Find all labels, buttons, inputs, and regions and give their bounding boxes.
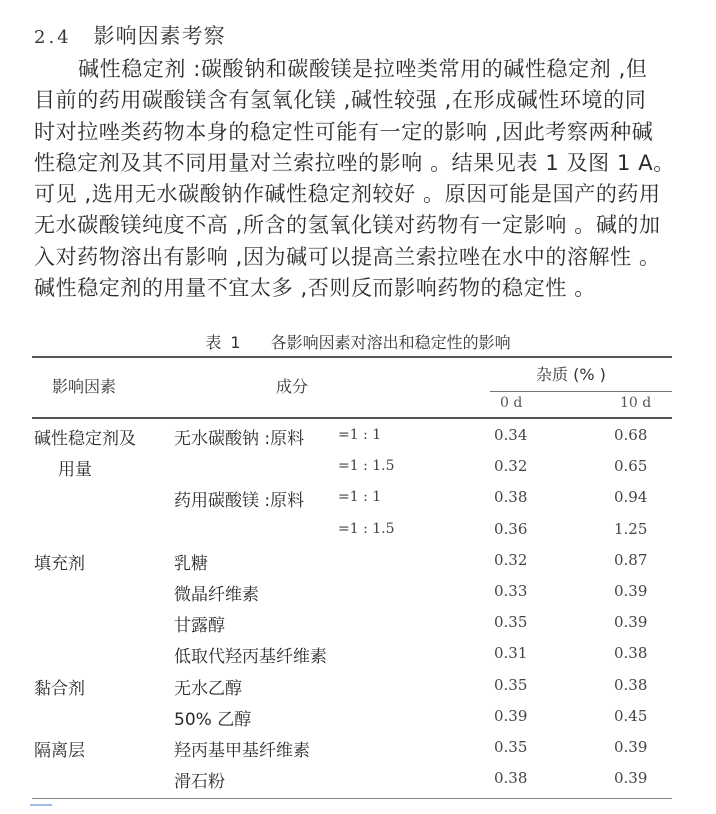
cell-impurity-0d: 0.31 [494,644,528,663]
cell-impurity-10d: 0.39 [614,738,648,756]
cell-component: 无水碳酸钠 :原料 [174,429,305,449]
table-row [0,576,716,607]
table-header-factor: 影响因素 [52,377,117,396]
body-paragraph [34,54,684,304]
section-heading [34,20,226,50]
table-row [0,732,716,763]
cell-impurity-0d: 0.32 [494,457,528,476]
cell-component: 药用碳酸镁 :原料 [174,491,305,512]
cell-impurity-10d: 0.87 [614,550,648,569]
cell-factor: 填充剂 [34,553,85,574]
cell-impurity-0d: 0.35 [494,738,528,756]
table-row [0,763,716,794]
cell-impurity-10d: 0.38 [614,644,648,663]
cell-impurity-10d: 0.65 [614,457,648,476]
paragraph-line: 目前的药用碳酸镁含有氢氧化镁 ,碱性较强 ,在形成碱性环境的同 [34,88,647,113]
cell-impurity-10d: 0.39 [614,582,648,600]
cell-impurity-0d: 0.34 [494,426,528,444]
table-header-impurity: 杂质 (% ) [536,365,606,384]
cell-impurity-10d: 0.68 [614,426,648,444]
table-row [0,420,716,451]
paragraph-line: 时对拉唑类药物本身的稳定性可能有一定的影响 ,因此考察两种碱 [34,119,654,144]
table-header-day0: 0 d [500,395,523,411]
cell-impurity-10d: 0.39 [614,769,648,788]
table-row [0,545,716,576]
paragraph-line: 碱性稳定剂的用量不宜太多 ,否则反而影响药物的稳定性 。 [34,276,596,301]
table-subheader-rule [490,391,672,392]
cell-impurity-10d: 0.45 [614,706,648,725]
table-header-day10: 10 d [620,395,652,411]
cell-impurity-0d: 0.36 [494,519,528,538]
table-row [0,482,716,513]
cell-component: 甘露醇 [174,616,225,637]
section-number: 2.4 [34,27,72,48]
paragraph-line: 入对药物溶出有影响 ,因为碱可以提高兰索拉唑在水中的溶解性 。 [34,244,661,269]
cell-impurity-0d: 0.35 [494,675,528,694]
cell-factor: 隔离层 [34,741,85,761]
table-row [0,701,716,732]
cell-component: 微晶纤维素 [174,585,259,605]
table-row [0,638,716,669]
cell-impurity-0d: 0.38 [494,488,528,507]
paragraph-line: 性稳定剂及其不同用量对兰索拉唑的影响 。结果见表 1 及图 1 A。 [34,150,675,175]
table-row [0,451,716,482]
table-row [0,607,716,638]
table-header-rule [32,417,672,419]
table-top-rule [32,356,672,358]
cell-factor: 用量 [58,460,92,481]
cell-impurity-0d: 0.35 [494,613,528,632]
cell-ratio: =1 : 1.5 [338,520,395,537]
table-caption [0,330,716,353]
cell-impurity-0d: 0.33 [494,582,528,600]
paragraph-line: 无水碳酸镁纯度不高 ,所含的氢氧化镁对药物有一定影响 。碱的加 [34,213,661,238]
table-caption-title: 各影响因素对溶出和稳定性的影响 [270,333,511,352]
table-row [0,514,716,545]
cell-component: 乳糖 [174,553,208,574]
cell-impurity-10d: 0.94 [614,488,648,507]
paragraph-line: 碱性稳定剂 :碳酸钠和碳酸镁是拉唑类常用的碱性稳定剂 ,但 [78,57,648,81]
section-title: 影响因素考察 [93,24,226,48]
cell-impurity-0d: 0.39 [494,706,528,725]
page-corner-mark [30,804,52,812]
cell-component: 低取代羟丙基纤维素 [174,647,327,668]
cell-impurity-10d: 1.25 [614,519,648,538]
cell-impurity-0d: 0.32 [494,550,528,569]
cell-component: 羟丙基甲基纤维素 [174,741,310,761]
cell-impurity-10d: 0.38 [614,675,648,694]
cell-ratio: =1 : 1 [338,427,382,443]
table-row [0,670,716,701]
cell-component: 50% 乙醇 [174,709,252,730]
cell-impurity-0d: 0.38 [494,769,528,788]
cell-factor: 碱性稳定剂及 [34,429,136,449]
table-header-component: 成分 [276,377,309,396]
cell-component: 无水乙醇 [174,678,242,699]
cell-factor: 黏合剂 [34,678,85,699]
table-bottom-rule [32,798,672,799]
cell-ratio: =1 : 1 [338,489,382,506]
table-caption-label: 表 1 [205,333,243,352]
paragraph-line: 可见 ,选用无水碳酸钠作碱性稳定剂较好 。原因可能是国产的药用 [34,182,661,207]
cell-component: 滑石粉 [174,772,225,793]
cell-impurity-10d: 0.39 [614,613,648,632]
cell-ratio: =1 : 1.5 [338,458,395,475]
